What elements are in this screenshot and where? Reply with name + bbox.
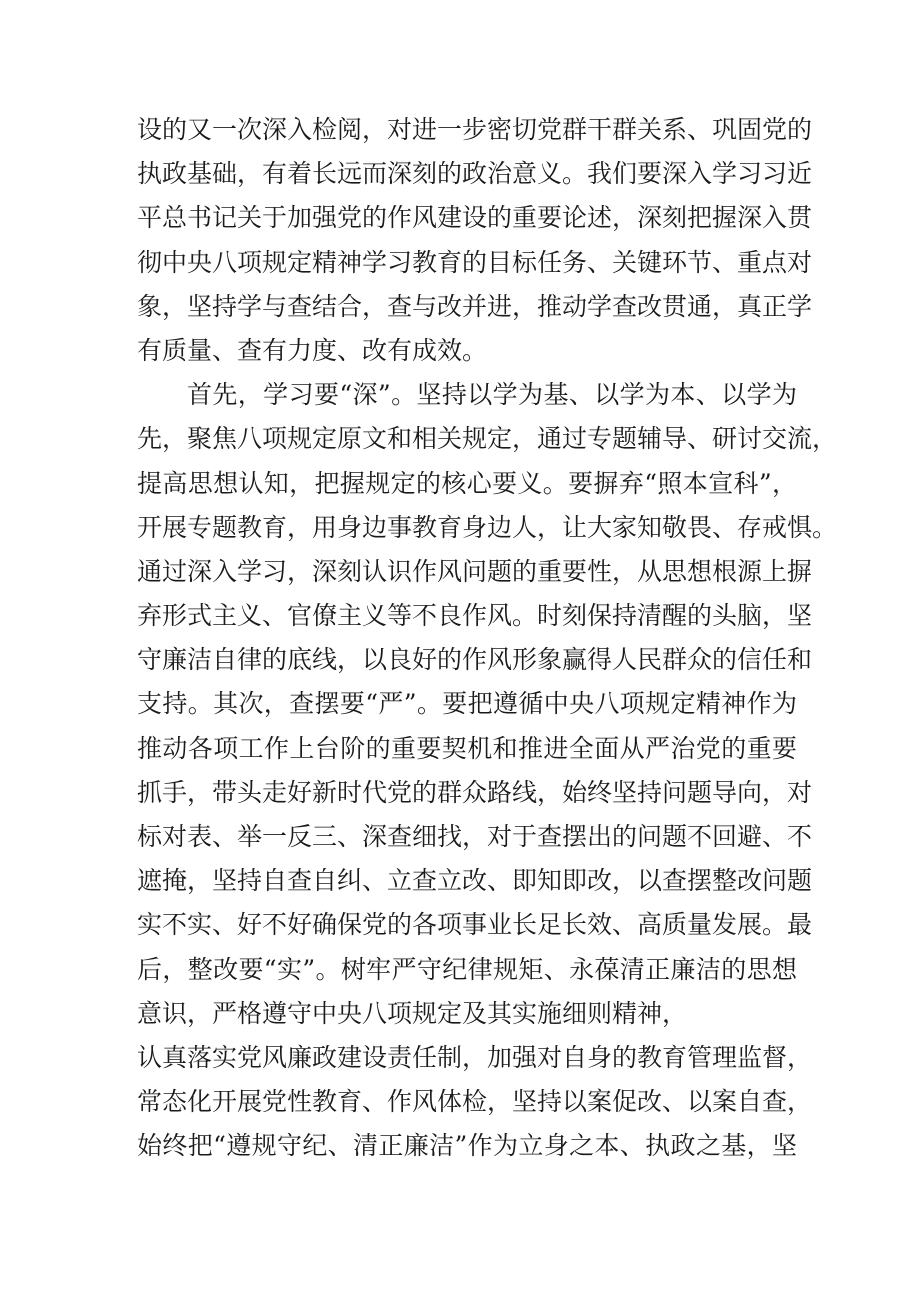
- text-line: 有质量、查有力度、改有成效。: [137, 335, 488, 365]
- text-line: 彻中央八项规定精神学习教育的目标任务、关键环节、重点对: [137, 247, 813, 277]
- text-line: 弃形式主义、官僚主义等不良作风。时刻保持清醒的头脑，坚: [137, 601, 813, 631]
- text-line: 守廉洁自律的底线，以良好的作风形象赢得人民群众的信任和: [137, 645, 813, 675]
- text-line: 认真落实党风廉政建设责任制，加强对自身的教育管理监督，: [137, 1042, 813, 1072]
- text-line: 后，整改要“实”。树牢严守纪律规矩、永葆清正廉洁的思想: [137, 954, 797, 984]
- text-line: 意识，严格遵守中央八项规定及其实施细则精神，: [137, 998, 688, 1028]
- text-line: 遮掩，坚持自查自纠、立查立改、即知即改，以查摆整改问题: [137, 866, 813, 896]
- paragraph-start-line: 首先，学习要“深”。坚持以学为基、以学为本、以学为: [187, 380, 797, 410]
- text-line: 标对表、举一反三、深查细找，对于查摆出的问题不回避、不: [137, 822, 813, 851]
- body-text: [137, 108, 838, 1169]
- text-line: 平总书记关于加强党的作风建设的重要论述，深刻把握深入贯: [137, 203, 813, 233]
- text-line: 实不实、好不好确保党的各项事业长足长效、高质量发展。最: [137, 910, 813, 940]
- text-line: 执政基础，有着长远而深刻的政治意义。我们要深入学习习近: [137, 159, 813, 189]
- text-line: 开展专题教育，用身边事教育身边人，让大家知敬畏、存戒惧。: [137, 512, 838, 542]
- text-line: 提高思想认知，把握规定的核心要义。要摒弃“照本宣科”，: [137, 468, 797, 498]
- text-line: 先，聚焦八项规定原文和相关规定，通过专题辅导、研讨交流，: [137, 424, 838, 454]
- text-line: 象，坚持学与查结合，查与改并进，推动学查改贯通，真正学: [137, 291, 813, 321]
- text-line: 始终把“遵规守纪、清正廉洁”作为立身之本、执政之基，坚: [137, 1131, 797, 1161]
- text-line: 推动各项工作上台阶的重要契机和推进全面从严治党的重要: [137, 733, 797, 763]
- text-line: 常态化开展党性教育、作风体检，坚持以案促改、以案自查，: [137, 1087, 813, 1117]
- text-line: 通过深入学习，深刻认识作风问题的重要性，从思想根源上摒: [137, 556, 813, 586]
- text-line: 支持。其次，查摆要“严”。要把遵循中央八项规定精神作为: [137, 689, 797, 719]
- text-line: 设的又一次深入检阅，对进一步密切党群干群关系、巩固党的: [137, 115, 813, 144]
- text-line: 抓手，带头走好新时代党的群众路线，始终坚持问题导向，对: [137, 777, 813, 807]
